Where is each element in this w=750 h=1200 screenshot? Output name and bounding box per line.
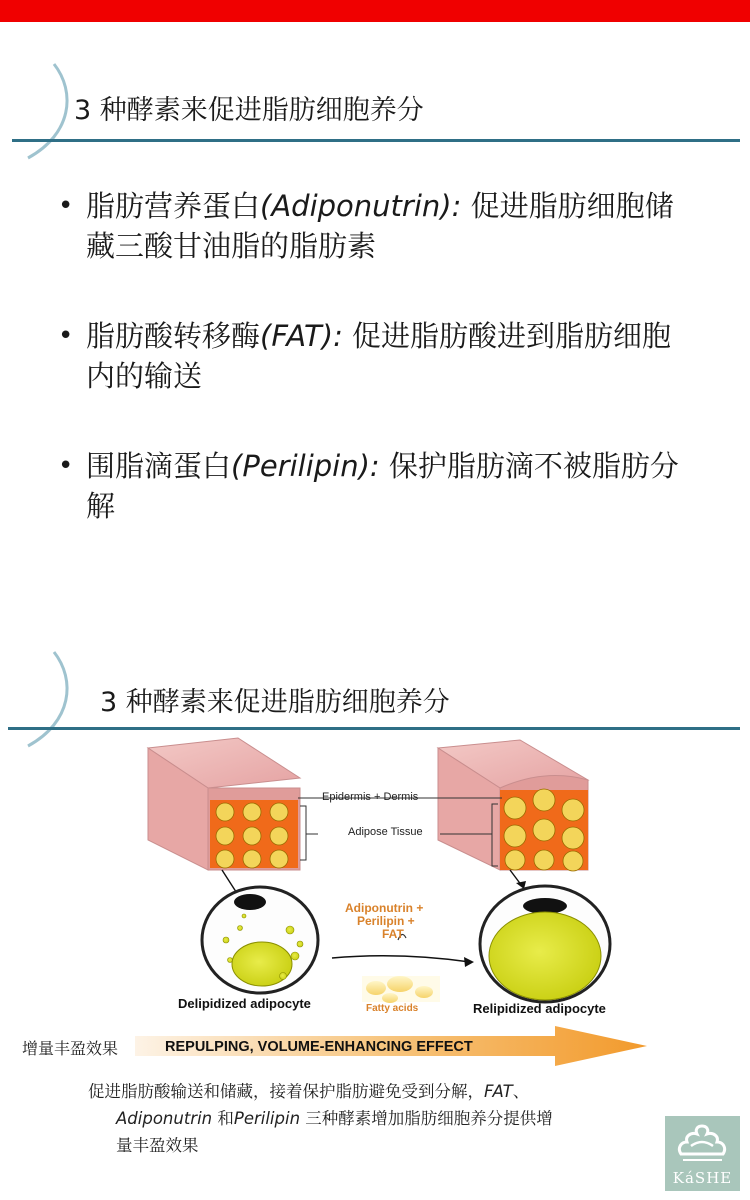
caption-comma: 、 <box>512 1082 530 1101</box>
bullet-description: 保护脂肪滴不被脂肪分解 <box>86 449 679 523</box>
logo-brand-text: KáSHE <box>672 1169 733 1187</box>
title-rule <box>12 139 740 142</box>
label-enzymes-1: Adiponutrin + <box>345 901 424 915</box>
caption-line-3: 量丰盈效果 <box>116 1136 199 1155</box>
label-fatty-acids: Fatty acids <box>366 1003 419 1014</box>
cloud-emblem-icon <box>665 1116 740 1168</box>
tissue-block-left <box>148 738 300 870</box>
bullet-perilipin <box>58 446 698 526</box>
diagram-graphic <box>0 730 750 1040</box>
bullet-dot: • <box>58 191 74 221</box>
bullet-description: 促进脂肪细胞储藏三酸甘油脂的脂肪素 <box>86 189 674 263</box>
bullet-cn-name: 脂肪营养蛋白 <box>86 189 261 223</box>
bullet-fat <box>58 316 698 396</box>
caption-adiponutrin: Adiponutrin <box>116 1109 213 1128</box>
label-delipidized: Delipidized adipocyte <box>178 996 311 1011</box>
caption-line-2: 三种酵素增加脂肪细胞养分提供增 <box>300 1109 553 1128</box>
label-relipidized: Relipidized adipocyte <box>473 1001 606 1016</box>
bullet-dot: • <box>58 321 74 351</box>
bullet-cn-name: 脂肪酸转移酶 <box>86 319 261 353</box>
kashe-logo <box>665 1116 740 1191</box>
top-red-bar <box>0 0 750 22</box>
fatty-acids-droplets <box>362 976 440 1003</box>
bullet-dot: • <box>58 451 74 481</box>
bullet-en-name: (Adiponutrin): <box>260 189 462 223</box>
relipidized-adipocyte <box>480 886 610 1002</box>
effect-label-en: REPULPING, VOLUME-ENHANCING EFFECT <box>165 1039 473 1055</box>
slide-title: 3 种酵素来促进脂肪细胞养分 <box>100 687 450 718</box>
caption-perilipin: Perilipin <box>233 1109 301 1128</box>
caption-and: 和 <box>212 1109 234 1128</box>
caption-fat: FAT <box>484 1082 513 1101</box>
title-arc-decoration <box>14 62 74 160</box>
adipocyte-diagram <box>0 730 750 1040</box>
label-epidermis: Epidermis + Dermis <box>322 791 419 803</box>
label-enzymes-2: Perilipin + <box>357 914 415 928</box>
delipidized-adipocyte <box>202 887 318 993</box>
tissue-block-right <box>438 740 588 871</box>
bullet-description: 促进脂肪酸进到脂肪细胞内的输送 <box>86 319 672 393</box>
caption <box>88 1078 648 1159</box>
effect-label-cn: 增量丰盈效果 <box>22 1039 119 1058</box>
bullet-en-name: (FAT): <box>260 319 343 353</box>
bullet-adiponutrin <box>58 186 698 266</box>
slide-title: 3 种酵素来促进脂肪细胞养分 <box>74 95 424 126</box>
bullet-cn-name: 围脂滴蛋白 <box>86 449 232 483</box>
bullet-en-name: (Perilipin): <box>231 449 380 483</box>
label-enzymes-3: FAT <box>382 927 404 941</box>
label-adipose-tissue: Adipose Tissue <box>348 826 423 838</box>
caption-line-1: 促进脂肪酸输送和储藏，接着保护脂肪避免受到分解， <box>88 1082 484 1101</box>
